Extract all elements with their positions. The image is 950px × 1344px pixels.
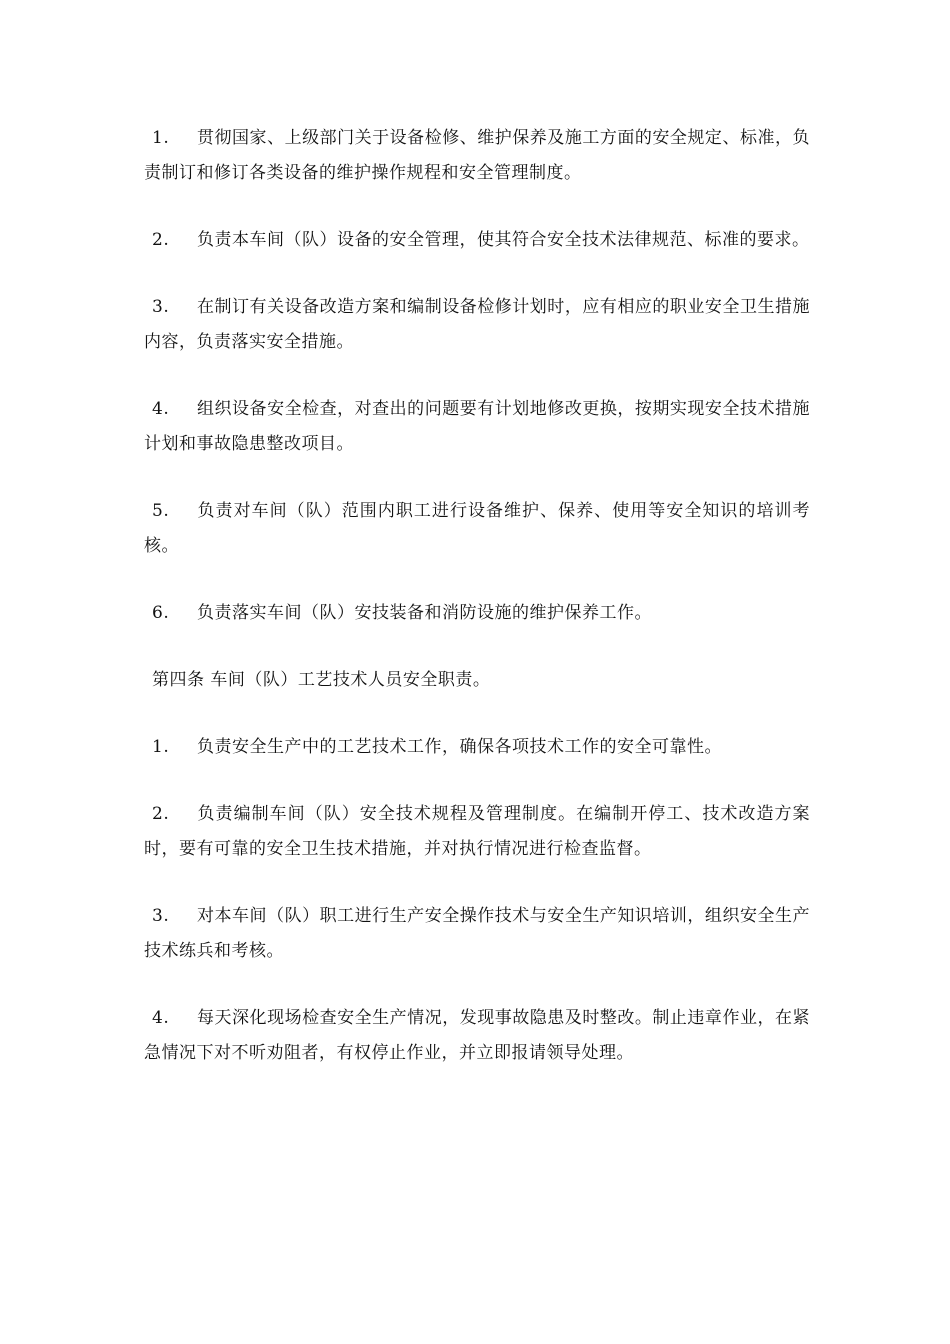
list-item (144, 392, 810, 462)
item-text: 负责安全生产中的工艺技术工作，确保各项技术工作的安全可靠性。 (197, 737, 722, 757)
item-number: 3. (152, 297, 170, 317)
item-text: 负责本车间（队）设备的安全管理，使其符合安全技术法律规范、标准的要求。 (197, 230, 810, 250)
list-item (144, 1001, 810, 1071)
item-number: 6. (152, 603, 170, 623)
item-number: 1. (152, 737, 170, 757)
list-item (144, 797, 810, 867)
item-number: 4. (152, 399, 170, 419)
item-number: 4. (152, 1008, 170, 1028)
item-text: 对本车间（队）职工进行生产安全操作技术与安全生产知识培训，组织安全生产技术练兵和考核。 (144, 906, 810, 961)
item-number: 5. (152, 501, 170, 521)
item-number: 3. (152, 906, 170, 926)
item-text: 负责落实车间（队）安技装备和消防设施的维护保养工作。 (197, 603, 652, 623)
item-number: 2. (152, 230, 170, 250)
list-item (144, 899, 810, 969)
list-item (144, 290, 810, 360)
item-number: 2. (152, 804, 170, 824)
list-item (144, 121, 810, 191)
item-number: 1. (152, 128, 170, 148)
item-text: 负责对车间（队）范围内职工进行设备维护、保养、使用等安全知识的培训考核。 (144, 501, 810, 556)
item-text: 组织设备安全检查，对查出的问题要有计划地修改更换，按期实现安全技术措施计划和事故隐患整改项目。 (144, 399, 810, 454)
document-body (144, 121, 810, 1103)
article-heading: 第四条 车间（队）工艺技术人员安全职责。 (152, 670, 491, 690)
list-item (144, 596, 810, 631)
list-item (144, 223, 810, 258)
list-item (144, 730, 810, 765)
item-text: 在制订有关设备改造方案和编制设备检修计划时，应有相应的职业安全卫生措施内容，负责落实安全措施。 (144, 297, 810, 352)
list-item (144, 494, 810, 564)
item-text: 负责编制车间（队）安全技术规程及管理制度。在编制开停工、技术改造方案时，要有可靠的安全卫生技术措施，并对执行情况进行检查监督。 (144, 804, 810, 859)
item-text: 贯彻国家、上级部门关于设备检修、维护保养及施工方面的安全规定、标准，负责制订和修订各类设备的维护操作规程和安全管理制度。 (144, 128, 810, 183)
item-text: 每天深化现场检查安全生产情况，发现事故隐患及时整改。制止违章作业，在紧急情况下对不听劝阻者，有权停止作业，并立即报请领导处理。 (144, 1008, 810, 1063)
